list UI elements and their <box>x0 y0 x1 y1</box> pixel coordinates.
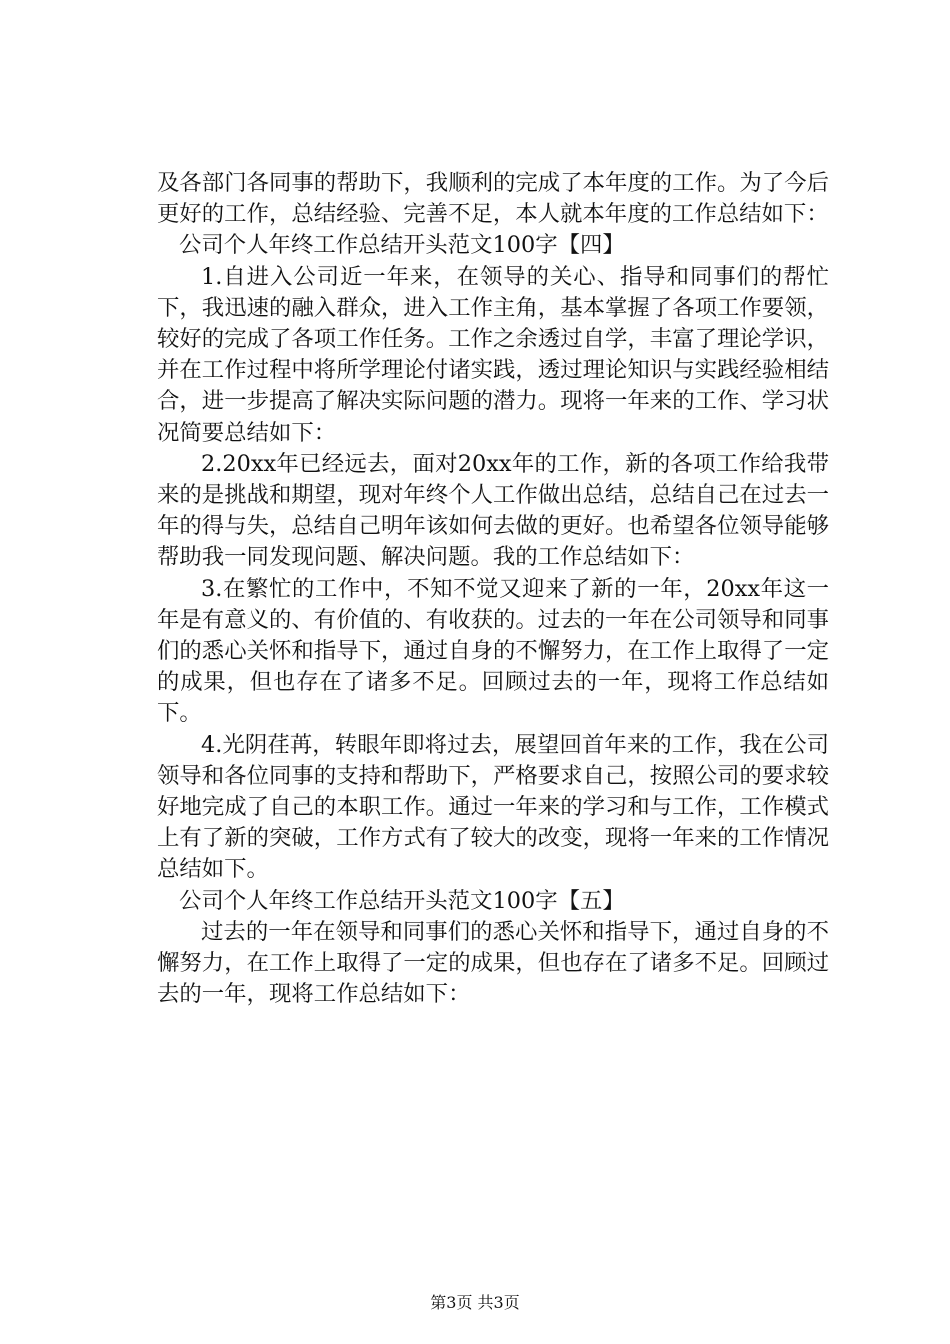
page-footer: 第3页 共3页 <box>430 1293 520 1312</box>
section-heading-five: 公司个人年终工作总结开头范文100字【五】 <box>179 887 625 914</box>
paragraph-item-1: 1.自进入公司近一年来，在领导的关心、指导和同事们的帮忙下，我迅速的融入群众，进入工作主角，基本掌握了各项工作要领，较好的完成了各项工作任务。工作之余透过自学，丰富了理论学识，并在工作过程中将所学理论付诸实践，透过理论知识与实践经验相结合，进一步提高了解决实际问题的潜力。现将一年来的工作、学习状况简要总结如下： <box>157 263 829 446</box>
paragraph-item-4: 4.光阴荏苒，转眼年即将过去，展望回首年来的工作，我在公司领导和各位同事的支持和帮助下，严格要求自己，按照公司的要求较好地完成了自己的本职工作。通过一年来的学习和与工作，工作模式上有了新的突破，工作方式有了较大的改变，现将一年来的工作情况总结如下。 <box>157 731 829 883</box>
paragraph-item-3: 3.在繁忙的工作中，不知不觉又迎来了新的一年，20xx年这一年是有意义的、有价值的、有收获的。过去的一年在公司领导和同事们的悉心关怀和指导下，通过自身的不懈努力，在工作上取得了一定的成果，但也存在了诸多不足。回顾过去的一年，现将工作总结如下。 <box>157 575 829 727</box>
document-body <box>157 168 829 1010</box>
paragraph-item-2: 2.20xx年已经远去，面对20xx年的工作，新的各项工作给我带来的是挑战和期望，现对年终个人工作做出总结，总结自己在过去一年的得与失，总结自己明年该如何去做的更好。也希望各位领导能够帮助我一同发现问题、解决问题。我的工作总结如下： <box>157 450 829 571</box>
section-heading-four: 公司个人年终工作总结开头范文100字【四】 <box>179 232 625 259</box>
paragraph-five-body: 过去的一年在领导和同事们的悉心关怀和指导下，通过自身的不懈努力，在工作上取得了一定的成果，但也存在了诸多不足。回顾过去的一年，现将工作总结如下： <box>157 918 829 1008</box>
paragraph-continuation: 及各部门各同事的帮助下，我顺利的完成了本年度的工作。为了今后更好的工作，总结经验、完善不足，本人就本年度的工作总结如下： <box>157 170 829 228</box>
